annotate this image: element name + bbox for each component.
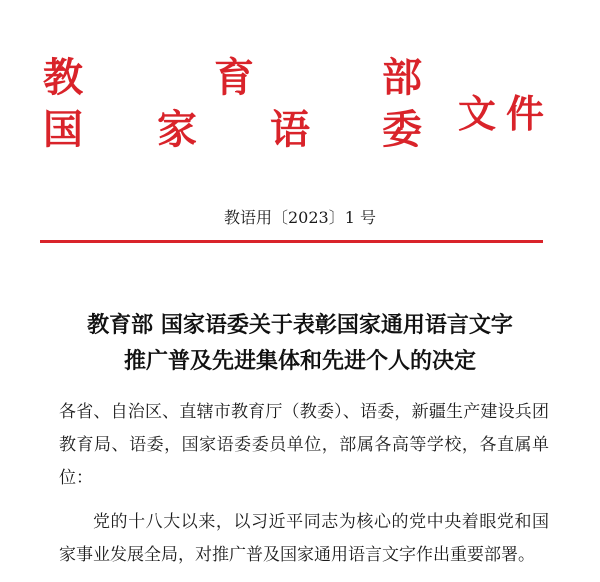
header-char-jia: 家	[157, 106, 197, 153]
header-char-yu2: 语	[270, 106, 310, 153]
header-wenjian: 文件	[458, 91, 555, 136]
body-paragraph-1: 党的十八大以来，以习近平同志为核心的党中央着眼党和国家事业发展全局，对推广普及国家通用语言文字作出重要部署。	[59, 512, 549, 565]
red-separator-line	[40, 240, 543, 243]
document-number: 教语用〔2023〕1 号	[224, 208, 376, 227]
document-title-line-1: 教育部 国家语委关于表彰国家通用语言文字	[87, 312, 513, 338]
header-char-guo: 国	[43, 106, 83, 153]
header-char-wei: 委	[382, 106, 422, 153]
addressee-paragraph: 各省、自治区、直辖市教育厅（教委）、语委，新疆生产建设兵团教育局、语委，国家语委委员单位，部属各高等学校，各直属单位：	[59, 402, 549, 488]
header-char-jiao: 教	[43, 54, 83, 101]
document-title-line-2: 推广普及先进集体和先进个人的决定	[123, 348, 476, 374]
header-char-yu: 育	[214, 54, 254, 101]
header-char-bu: 部	[382, 54, 422, 101]
